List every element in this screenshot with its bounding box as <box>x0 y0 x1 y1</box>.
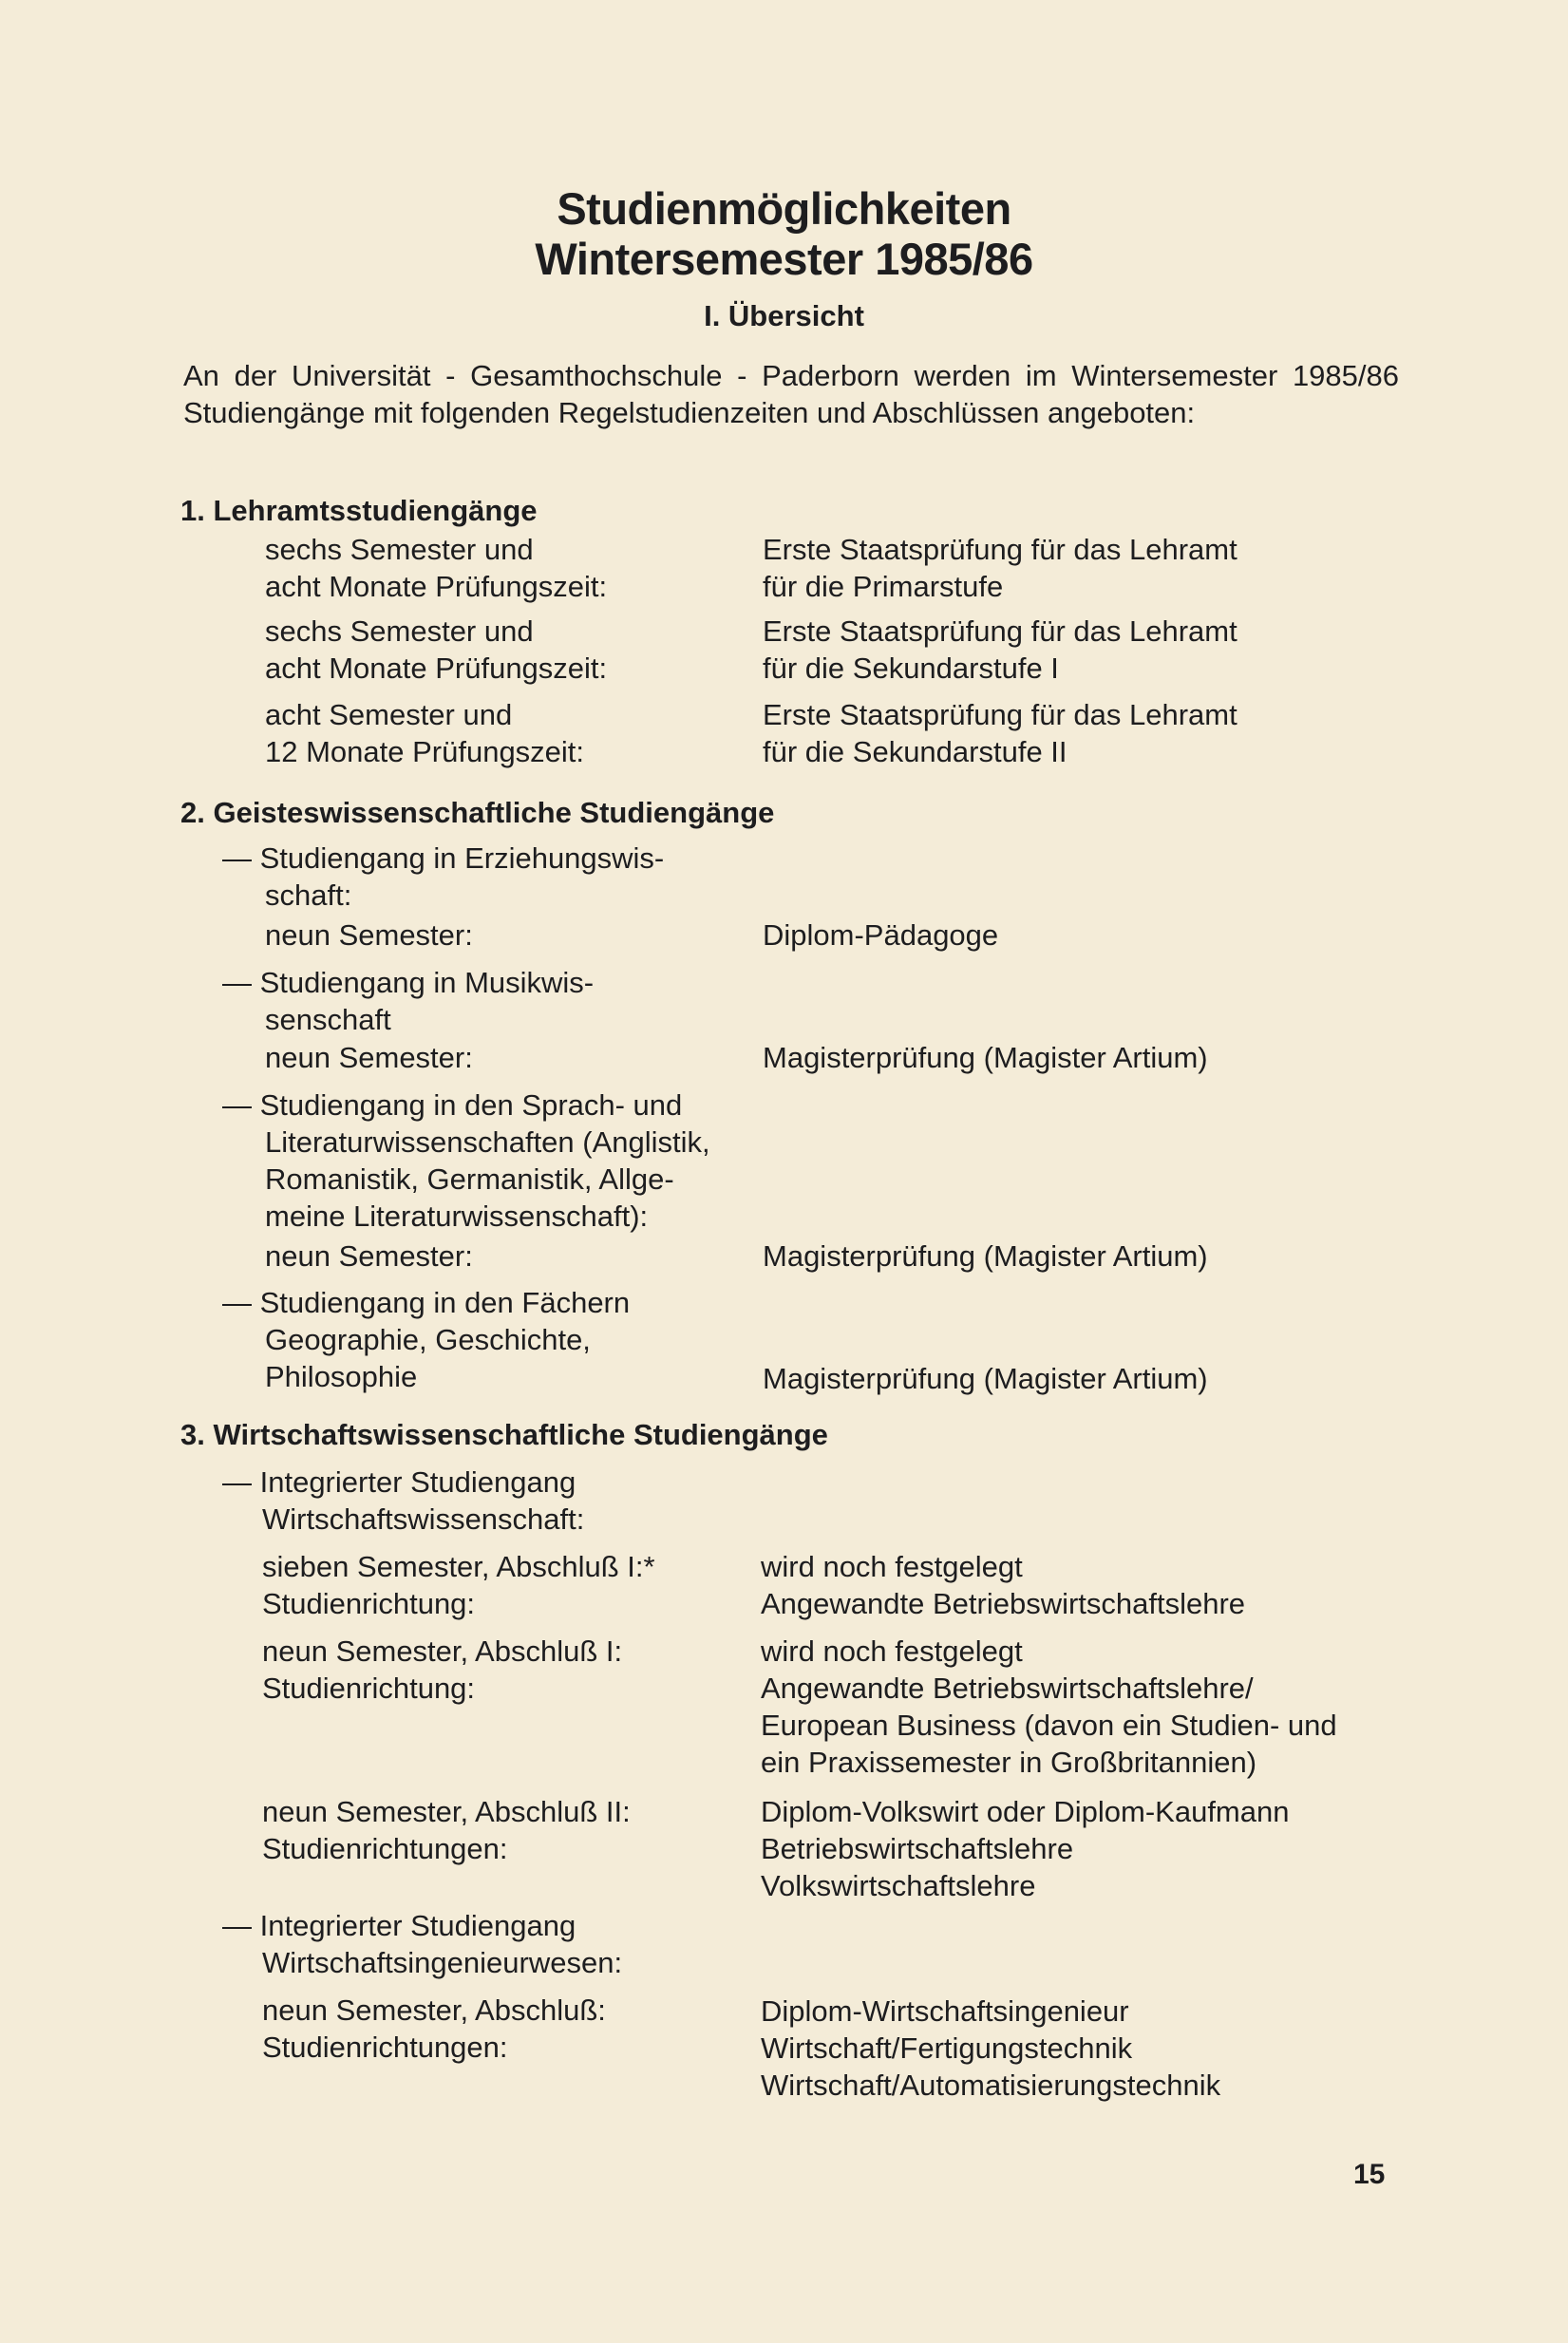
section-1-heading: 1. Lehramtsstudiengänge <box>180 494 538 527</box>
page-title-line1: Studienmöglichkeiten <box>557 183 1011 234</box>
s2-d-line2: Geographie, Geschichte, <box>265 1323 591 1356</box>
s1-row3-right-line2: für die Sekundarstufe II <box>763 735 1067 768</box>
page-number: 15 <box>1353 2159 1386 2190</box>
page-subtitle: I. Übersicht <box>704 299 864 332</box>
page-title-line2: Wintersemester 1985/86 <box>535 234 1033 284</box>
s1-row1-right-line1: Erste Staatsprüfung für das Lehramt <box>763 533 1237 566</box>
s2-c-line4: meine Literaturwissenschaft): <box>265 1200 649 1233</box>
s3-b-line2: Wirtschaftsingenieurwesen: <box>262 1946 623 1979</box>
s2-b-line2: senschaft <box>265 1003 391 1036</box>
s3-a-r3-right-line2: Betriebswirtschaftslehre <box>761 1832 1074 1865</box>
s3-a-r1-left-line2: Studienrichtung: <box>262 1587 476 1620</box>
s3-a-r2-right-line3: European Business (davon ein Studien- und <box>761 1709 1337 1742</box>
s3-b-r1-right-line2: Wirtschaft/Fertigungstechnik <box>761 2031 1133 2065</box>
section-2-heading: 2. Geisteswissenschaftliche Studiengänge <box>180 796 775 829</box>
s3-a-r2-right-line1: wird noch festgelegt <box>761 1634 1023 1668</box>
s2-c-right: Magisterprüfung (Magister Artium) <box>763 1239 1208 1273</box>
s2-c-line3: Romanistik, Germanistik, Allge- <box>265 1162 674 1196</box>
s3-a-r1-right-line2: Angewandte Betriebswirtschaftslehre <box>761 1587 1246 1620</box>
s1-row1-left-line2: acht Monate Prüfungszeit: <box>265 570 608 603</box>
s1-row2-right-line2: für die Sekundarstufe I <box>763 652 1059 685</box>
s1-row3-left-line1: acht Semester und <box>265 698 513 731</box>
s2-a-line3: neun Semester: <box>265 918 473 952</box>
s3-a-r2-right-line4: ein Praxissemester in Großbritannien) <box>761 1746 1257 1779</box>
s2-b-right: Magisterprüfung (Magister Artium) <box>763 1041 1208 1074</box>
s3-a-r3-left-line1: neun Semester, Abschluß II: <box>262 1795 631 1828</box>
s3-b-r1-left-line1: neun Semester, Abschluß: <box>262 1993 606 2027</box>
s2-a-line2: schaft: <box>265 879 352 912</box>
s3-a-r1-right-line1: wird noch festgelegt <box>761 1550 1023 1583</box>
s1-row1-right-line2: für die Primarstufe <box>763 570 1004 603</box>
s1-row1-left-line1: sechs Semester und <box>265 533 534 566</box>
s2-d-right: Magisterprüfung (Magister Artium) <box>763 1362 1208 1395</box>
s3-b-line1: — Integrierter Studiengang <box>222 1909 576 1942</box>
s3-b-r1-right-line3: Wirtschaft/Automatisierungstechnik <box>761 2069 1221 2102</box>
s3-a-line1: — Integrierter Studiengang <box>222 1465 576 1499</box>
s2-c-line5: neun Semester: <box>265 1239 473 1273</box>
s3-a-r3-left-line2: Studienrichtungen: <box>262 1832 508 1865</box>
s3-a-r3-right-line1: Diplom-Volkswirt oder Diplom-Kaufmann <box>761 1795 1290 1828</box>
s3-a-r2-left-line1: neun Semester, Abschluß I: <box>262 1634 623 1668</box>
s1-row3-right-line1: Erste Staatsprüfung für das Lehramt <box>763 698 1237 731</box>
s3-a-line2: Wirtschaftswissenschaft: <box>262 1502 585 1536</box>
s3-b-r1-right-line1: Diplom-Wirtschaftsingenieur <box>761 1994 1129 2028</box>
s2-d-line1: — Studiengang in den Fächern <box>222 1286 631 1319</box>
s3-a-r1-left-line1: sieben Semester, Abschluß I:* <box>262 1550 655 1583</box>
s2-c-line2: Literaturwissenschaften (Anglistik, <box>265 1125 710 1159</box>
intro-paragraph: An der Universität - Gesamthochschule - Paderborn werden im Wintersemester 1985/86 Studiengänge mit folgenden Regelstudienzeiten und Abschlüssen angeboten: <box>183 359 1399 429</box>
s3-a-r2-right-line2: Angewandte Betriebswirtschaftslehre/ <box>761 1672 1254 1705</box>
s2-d-line3: Philosophie <box>265 1360 418 1393</box>
s1-row2-right-line1: Erste Staatsprüfung für das Lehramt <box>763 614 1237 648</box>
section-3-heading: 3. Wirtschaftswissenschaftliche Studiengänge <box>180 1418 828 1451</box>
s2-a-right: Diplom-Pädagoge <box>763 918 999 952</box>
s3-a-r3-right-line3: Volkswirtschaftslehre <box>761 1869 1036 1902</box>
s3-b-r1-left-line2: Studienrichtungen: <box>262 2031 508 2064</box>
s1-row2-left-line1: sechs Semester und <box>265 614 534 648</box>
s2-b-line3: neun Semester: <box>265 1041 473 1074</box>
s2-b-line1: — Studiengang in Musikwis- <box>222 966 595 999</box>
s2-c-line1: — Studiengang in den Sprach- und <box>222 1088 683 1122</box>
s2-a-line1: — Studiengang in Erziehungswis- <box>222 841 665 875</box>
s1-row3-left-line2: 12 Monate Prüfungszeit: <box>265 735 585 768</box>
s1-row2-left-line2: acht Monate Prüfungszeit: <box>265 652 608 685</box>
s3-a-r2-left-line2: Studienrichtung: <box>262 1672 476 1705</box>
